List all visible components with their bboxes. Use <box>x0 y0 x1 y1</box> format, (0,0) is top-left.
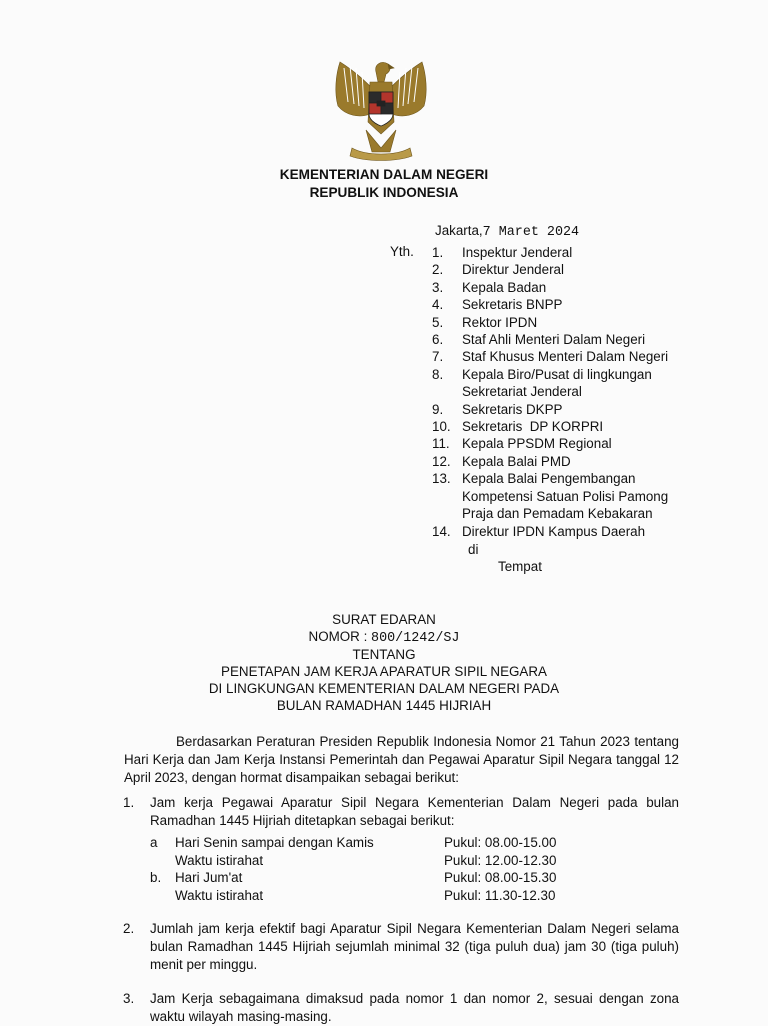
letter-place: Jakarta, <box>435 223 483 238</box>
garuda-emblem-icon <box>326 52 436 164</box>
recipient-number: 3. <box>432 279 444 295</box>
schedule-row <box>150 852 556 870</box>
recipient-number <box>432 383 462 400</box>
tentang-label: TENTANG <box>352 647 416 662</box>
schedule-row <box>150 834 556 852</box>
item-2-number: 2. <box>123 921 135 936</box>
recipient-item <box>432 401 668 418</box>
item-3-number: 3. <box>123 991 135 1006</box>
recipient-text: Staf Khusus Menteri Dalam Negeri <box>462 349 669 365</box>
recipient-item <box>432 331 668 348</box>
recipient-item <box>432 261 668 278</box>
recipient-number: 1. <box>432 245 444 260</box>
recipient-text: Direktur IPDN Kampus Daerah <box>462 523 646 539</box>
recipient-item <box>432 383 668 400</box>
recipient-number: 9. <box>432 401 444 417</box>
nomor-label: NOMOR : <box>308 629 368 644</box>
schedule-time: Pukul: 12.00-12.30 <box>444 852 557 868</box>
recipient-item <box>432 244 668 261</box>
intro-paragraph <box>124 733 679 786</box>
item-3 <box>123 990 679 1026</box>
recipient-text: Direktur Jenderal <box>462 262 564 278</box>
recipient-number: 7. <box>432 349 444 365</box>
schedule-time: Pukul: 08.00-15.00 <box>444 835 557 850</box>
addressee-label: Yth. <box>390 244 414 259</box>
recipient-text: Staf Ahli Menteri Dalam Negeri <box>462 332 646 348</box>
recipient-number <box>432 505 462 522</box>
recipient-item <box>432 435 668 452</box>
letter-date-value: 7 Maret 2024 <box>482 225 580 240</box>
item-1 <box>123 794 679 830</box>
recipient-number: 13. <box>432 471 451 487</box>
nomor-value: 800/1242/SJ <box>371 631 460 646</box>
item-2 <box>123 920 679 973</box>
recipient-text: Sekretariat Jenderal <box>462 384 582 400</box>
recipient-number: 5. <box>432 314 444 330</box>
recipient-number: 14. <box>432 523 451 539</box>
recipient-item <box>432 523 668 540</box>
recipient-number: 12. <box>432 453 451 469</box>
subject-line-2: DI LINGKUNGAN KEMENTERIAN DALAM NEGERI PADA <box>208 681 560 696</box>
document-type: SURAT EDARAN <box>332 612 436 627</box>
work-schedule <box>150 834 556 904</box>
tempat-label: Tempat <box>498 559 542 574</box>
recipient-item <box>432 488 668 505</box>
recipient-text: Sekretaris BNPP <box>462 297 563 313</box>
recipient-list <box>432 244 668 540</box>
recipient-item <box>432 314 668 331</box>
recipient-item <box>432 470 668 487</box>
di-label: di <box>468 542 479 557</box>
recipient-text: Sekretaris DKPP <box>462 401 563 417</box>
recipient-item <box>432 296 668 313</box>
recipient-item <box>432 348 668 365</box>
recipient-text: Sekretaris DP KORPRI <box>462 419 604 435</box>
recipient-item <box>432 279 668 296</box>
schedule-day: Waktu istirahat <box>175 887 264 903</box>
recipient-number <box>432 488 462 505</box>
recipient-text: Inspektur Jenderal <box>462 245 573 260</box>
recipient-item <box>432 505 668 522</box>
schedule-letter <box>150 852 175 870</box>
item-1-number: 1. <box>123 795 135 810</box>
recipient-number: 4. <box>432 297 444 313</box>
recipient-text: Praja dan Pemadam Kebakaran <box>462 506 653 522</box>
subject-line-1: PENETAPAN JAM KERJA APARATUR SIPIL NEGARA <box>221 664 547 679</box>
recipient-text: Kompetensi Satuan Polisi Pamong <box>462 488 669 504</box>
recipient-number: 8. <box>432 366 444 382</box>
recipient-number: 2. <box>432 262 444 278</box>
subject-line-3: BULAN RAMADHAN 1445 HIJRIAH <box>276 698 492 713</box>
recipient-number: 6. <box>432 332 444 348</box>
recipient-text: Kepala Balai Pengembangan <box>462 471 636 487</box>
schedule-letter <box>150 887 175 905</box>
schedule-day: Waktu istirahat <box>175 852 264 868</box>
recipient-text: Kepala Balai PMD <box>462 453 571 469</box>
recipient-text: Kepala Biro/Pusat di lingkungan <box>462 366 652 382</box>
schedule-day: Hari Jum'at <box>175 870 243 886</box>
recipient-text: Kepala PPSDM Regional <box>462 436 612 452</box>
ministry-name: KEMENTERIAN DALAM NEGERI <box>279 167 489 182</box>
schedule-time: Pukul: 11.30-12.30 <box>444 887 556 903</box>
recipient-number: 10. <box>432 419 451 435</box>
item-2-text: Jumlah jam kerja efektif bagi Aparatur Sipil Negara Kementerian Dalam Negeri selama bulan Ramadhan 1445 Hijriah sejumlah minimal 32 (tiga puluh dua) jam 30 (tiga puluh) menit per minggu. <box>150 921 679 972</box>
document-number <box>0 628 768 648</box>
recipient-item <box>432 418 668 435</box>
recipient-number: 11. <box>432 436 450 452</box>
item-1-text: Jam kerja Pegawai Aparatur Sipil Negara Kementerian Dalam Negeri pada bulan Ramadhan 1445 Hijriah ditetapkan sebagai berikut: <box>150 795 679 828</box>
schedule-row <box>150 887 556 905</box>
recipient-item <box>432 366 668 383</box>
letter-date <box>435 223 579 240</box>
schedule-time: Pukul: 08.00-15.30 <box>444 870 557 886</box>
schedule-letter: b. <box>150 870 162 886</box>
recipient-text: Rektor IPDN <box>462 314 538 330</box>
schedule-day: Hari Senin sampai dengan Kamis <box>175 835 374 850</box>
recipient-text: Kepala Badan <box>462 279 547 295</box>
schedule-row <box>150 869 556 887</box>
item-3-text: Jam Kerja sebagaimana dimaksud pada nomor 1 dan nomor 2, sesuai dengan zona waktu wilayah masing-masing. <box>150 991 679 1024</box>
schedule-letter: a <box>150 835 158 850</box>
recipient-item <box>432 453 668 470</box>
republic-name: REPUBLIK INDONESIA <box>309 185 459 200</box>
intro-text: Berdasarkan Peraturan Presiden Republik Indonesia Nomor 21 Tahun 2023 tentang Hari Kerja dan Jam Kerja Instansi Pemerintah dan Pegawai Aparatur Sipil Negara tanggal 12 April 2023, dengan hormat disampaikan sebagai berikut: <box>124 734 679 785</box>
